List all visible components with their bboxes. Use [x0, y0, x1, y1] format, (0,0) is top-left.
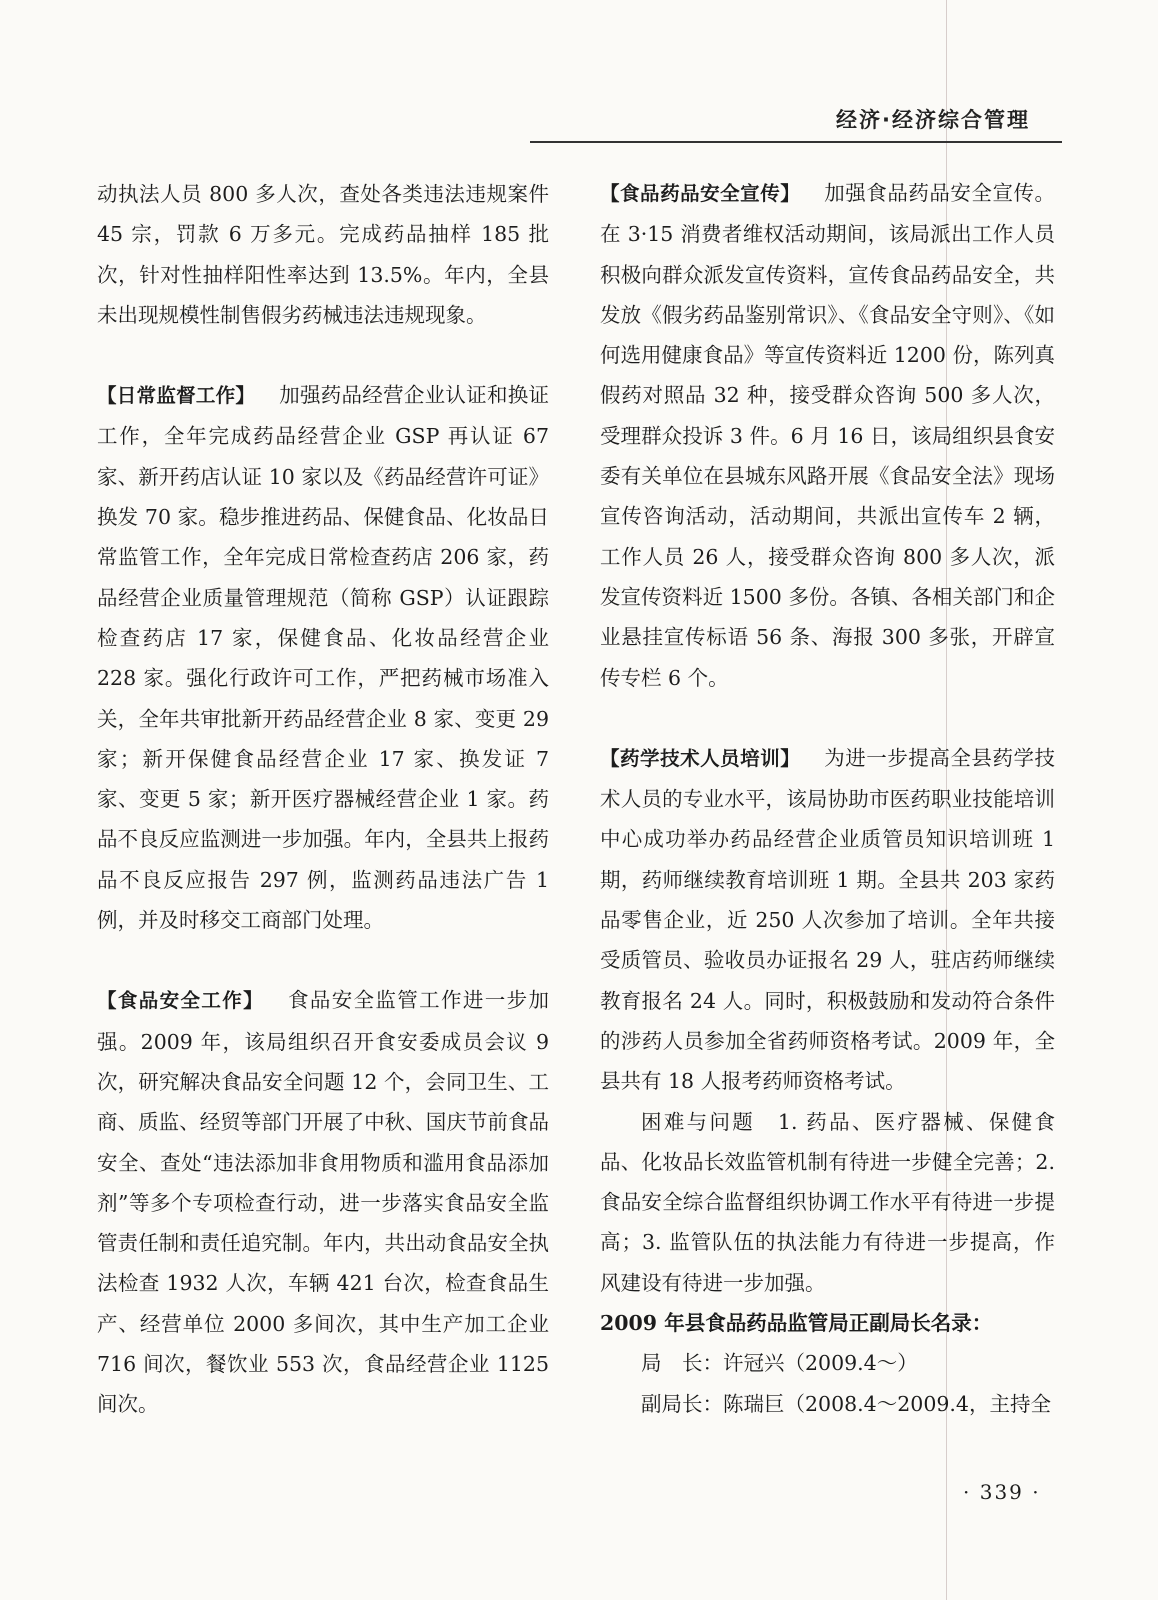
right-column — [600, 173, 1055, 1424]
page-number: · 339 · — [963, 1480, 1041, 1504]
intro-paragraph: 动执法人员 800 多人次，查处各类违法违规案件 45 宗，罚款 6 万多元。完成药品抽样 185 批次，针对性抽样阳性率达到 13.5%。年内，全县未出现规模性制售假劣药械违法违规现象。 — [97, 182, 549, 327]
section-daily-supervision — [97, 375, 549, 940]
roster-item: 局 长：许冠兴（2009.4～） — [641, 1351, 918, 1376]
section-title: 【食品药品安全宣传】 — [600, 182, 801, 205]
header-rule — [530, 141, 1062, 143]
section-body: 加强食品药品安全宣传。在 3·15 消费者维权活动期间，该局派出工作人员积极向群众派发宣传资料，宣传食品药品安全，共发放《假劣药品鉴别常识》、《食品安全守则》、《如何选用健康食品》等宣传资料近 1200 份，陈列真假药对照品 32 种，接受群众咨询 500 多人次，受理群众投诉 3 件。6 月 16 日，该局组织县食安委有关单位在县城东风路开展《食品安全法》现场宣传咨询活动，活动期间，共派出宣传车 2 辆，工作人员 26 人，接受群众咨询 800 多人次，派发宣传资料近 1500 多份。各镇、各相关部门和企业悬挂宣传标语 56 条、海报 300 多张，开辟宣传专栏 6 个。 — [600, 181, 1055, 690]
left-column — [97, 174, 549, 1425]
roster-item: 副局长：陈瑞巨（2008.4～2009.4，主持全 — [641, 1391, 1051, 1416]
section-body: 食品安全监管工作进一步加强。2009 年，该局组织召开食安委成员会议 9 次，研究解决食品安全问题 12 个，会同卫生、工商、质监、经贸等部门开展了中秋、国庆节前食品安全、查处“违法添加非食用物质和滥用食品添加剂”等多个专项检查行动，进一步落实食品安全监管责任制和责任追究制。年内，共出动食品安全执法检查 1932 人次，车辆 421 台次，检查食品生产、经营单位 2000 多间次，其中生产加工企业 716 间次，餐饮业 553 次，食品经营企业 1125 间次。 — [97, 988, 549, 1417]
section-food-safety — [97, 980, 549, 1424]
roster-heading: 2009 年县食品药品监管局正副局长名录： — [600, 1311, 993, 1336]
section-publicity — [600, 173, 1055, 698]
section-body: 加强药品经营企业认证和换证工作，全年完成药品经营企业 GSP 再认证 67 家、新开药店认证 10 家以及《药品经营许可证》换发 70 家。稳步推进药品、保健食品、化妆品日常监管工作，全年完成日常检查药店 206 家，药品经营企业质量管理规范（简称 GSP）认证跟踪检查药店 17 家，保健食品、化妆品经营企业 228 家。强化行政许可工作，严把药械市场准入关，全年共审批新开药品经营企业 8 家、变更 29 家；新开保健食品经营企业 17 家、换发证 7 家、变更 5 家；新开医疗器械经营企业 1 家。药品不良反应监测进一步加强。年内，全县共上报药品不良反应报告 297 例，监测药品违法广告 1 例，并及时移交工商部门处理。 — [97, 383, 549, 933]
section-title: 【食品安全工作】 — [97, 989, 264, 1013]
section-title: 【药学技术人员培训】 — [600, 746, 801, 770]
section-title: 【日常监督工作】 — [97, 384, 256, 408]
problems-paragraph: 困难与问题 1. 药品、医疗器械、保健食品、化妆品长效监管机制有待进一步健全完善；2. 食品安全综合监督组织协调工作水平有待进一步提高；3. 监管队伍的执法能力有待进一步提高，作风建设有待进一步加强。 — [600, 1109, 1055, 1295]
running-header: 经济·经济综合管理 — [836, 108, 1030, 132]
section-body: 为进一步提高全县药学技术人员的专业水平，该局协助市医药职业技能培训中心成功举办药品经营企业质管员知识培训班 1 期，药师继续教育培训班 1 期。全县共 203 家药品零售企业，近 250 人次参加了培训。全年共接受质管员、验收员办证报名 29 人，驻店药师继续教育报名 24 人。同时，积极鼓励和发动符合条件的涉药人员参加全省药师资格考试。2009 年，全县共有 18 人报考药师资格考试。 — [600, 745, 1055, 1094]
section-training — [600, 738, 1055, 1102]
